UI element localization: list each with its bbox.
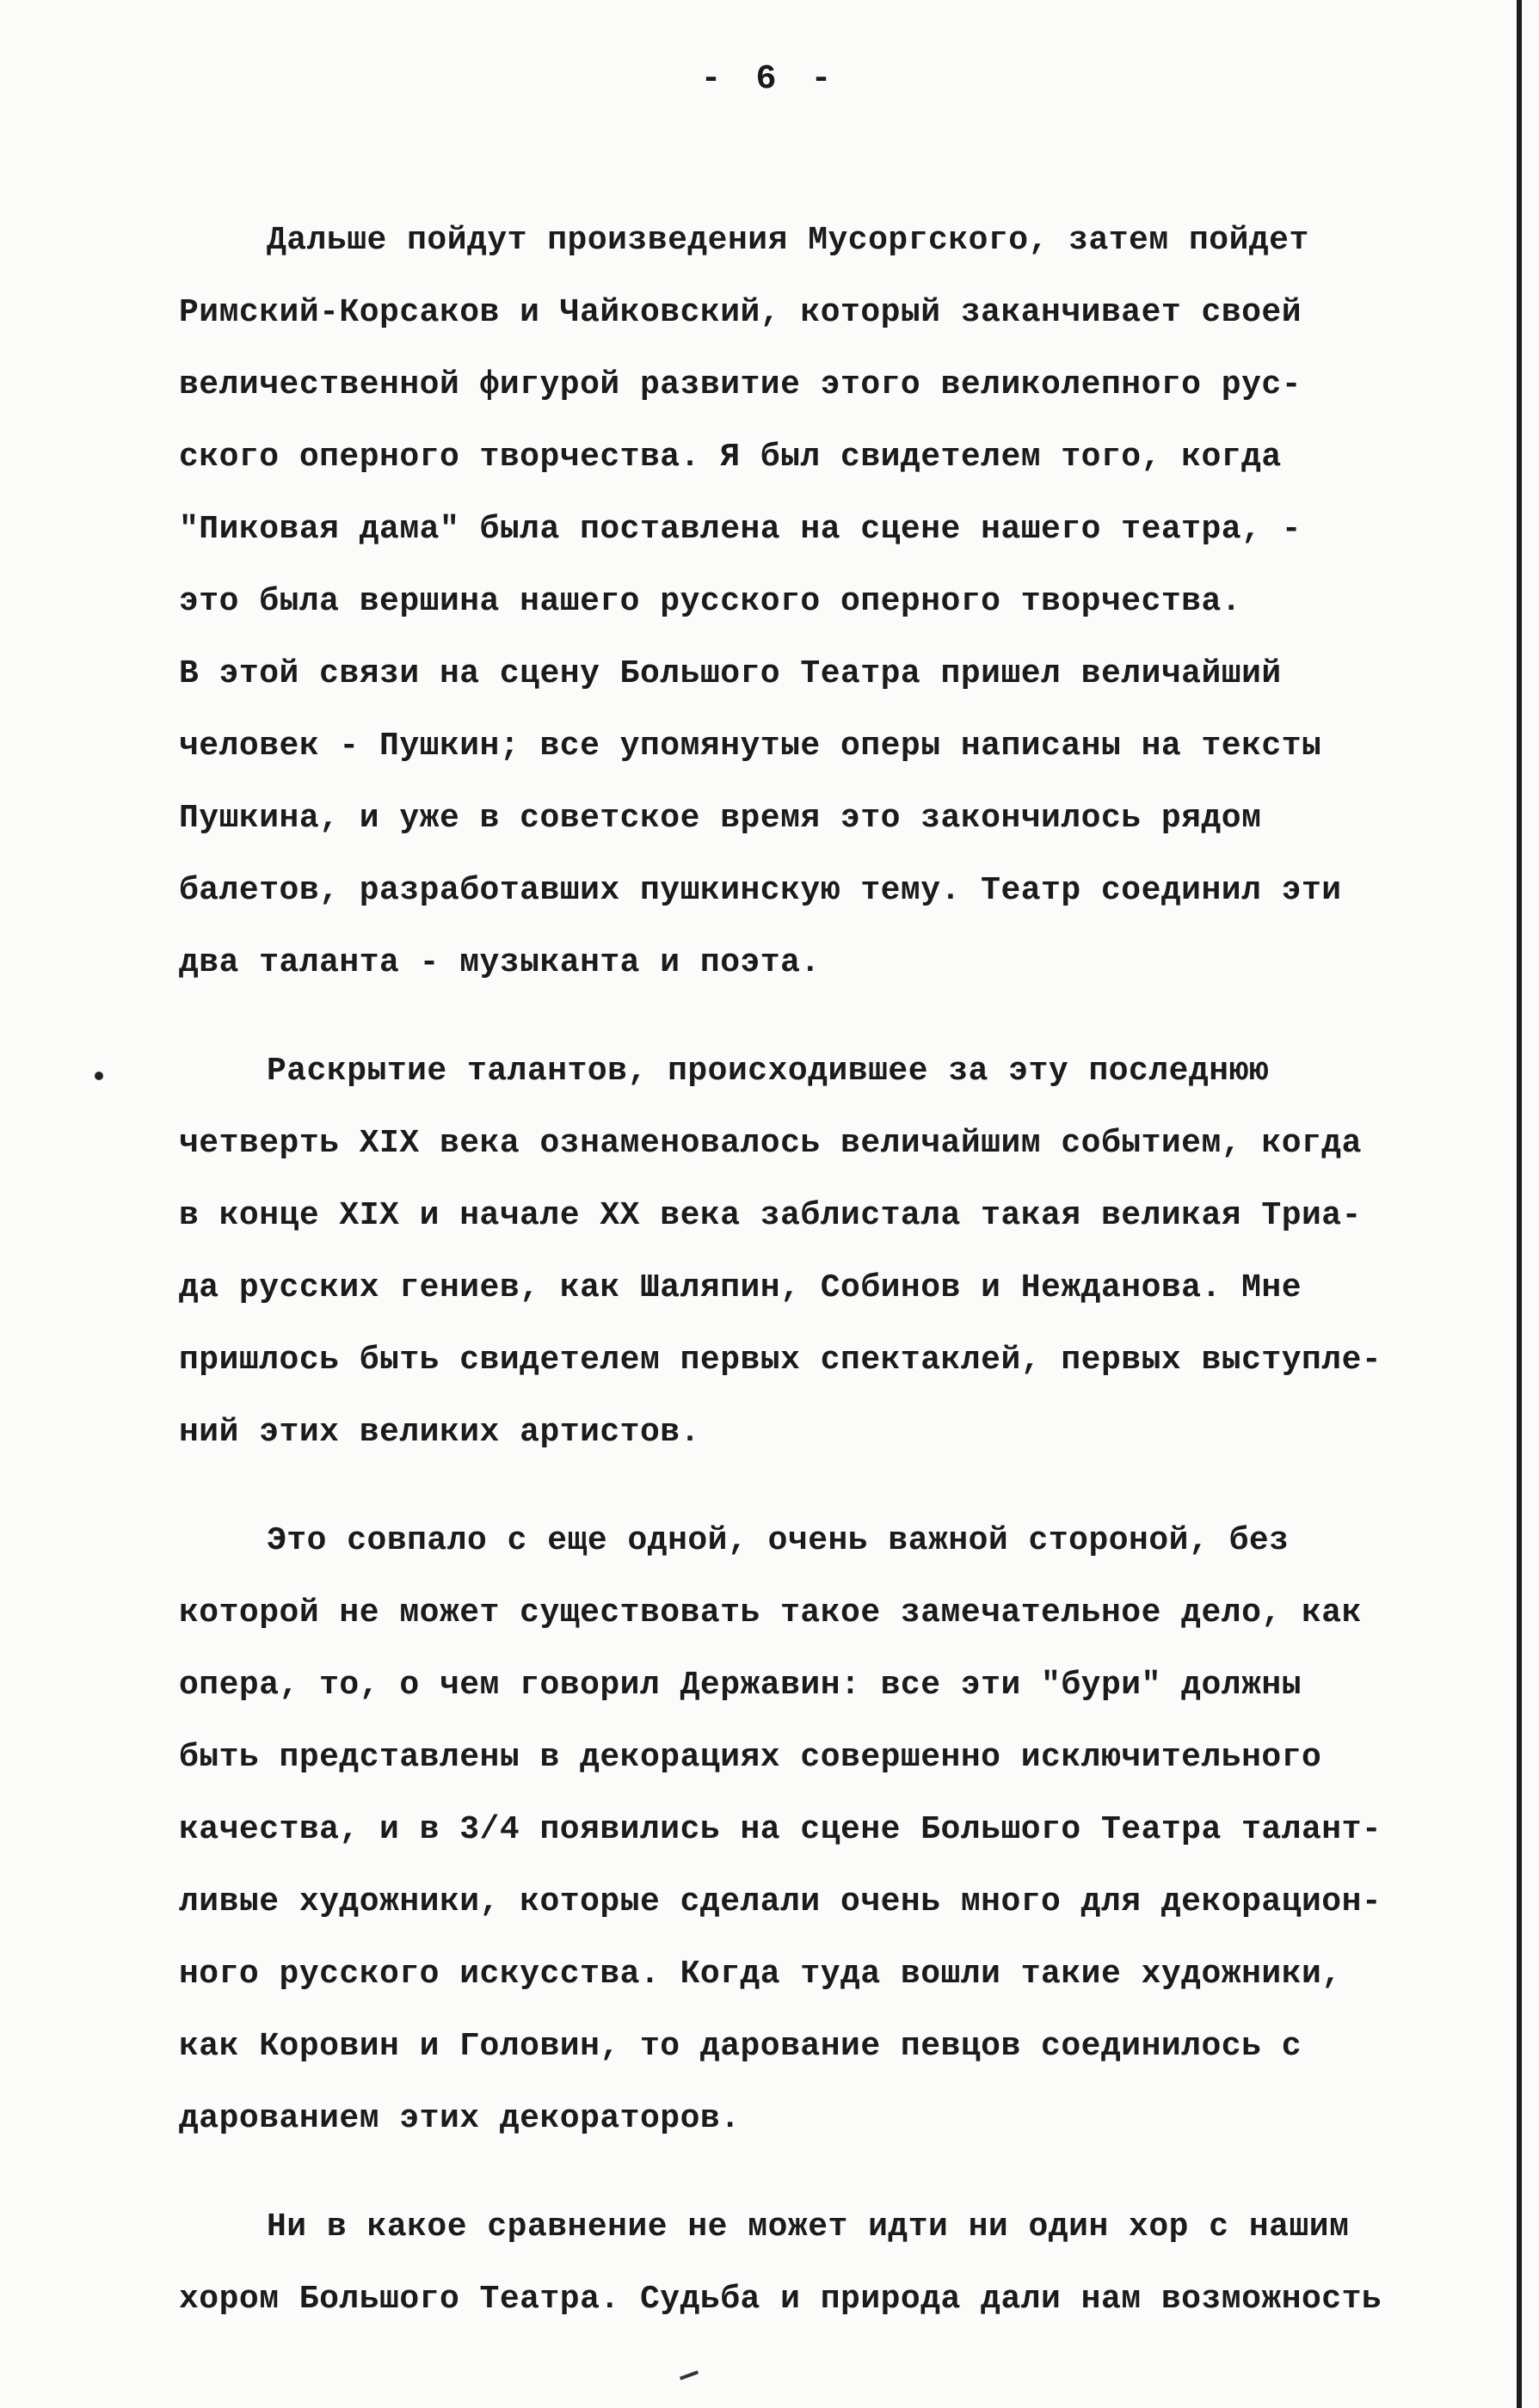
text-line: четверть XIX века ознаменовалось величайшим событием, когда — [179, 1125, 1362, 1162]
text-line: ного русского искусства. Когда туда вошли такие художники, — [179, 1956, 1342, 1993]
paragraph-gap — [179, 1469, 1487, 1505]
text-line: как Коровин и Головин, то дарование певцов соединилось с — [179, 2028, 1302, 2065]
text-line: В этой связи на сцену Большого Театра пришел величайший — [179, 655, 1282, 692]
text-line: человек - Пушкин; все упомянутые оперы написаны на тексты — [179, 728, 1322, 765]
paragraph — [179, 1035, 1487, 1469]
paragraph-gap — [179, 999, 1487, 1035]
page-edge-rule — [1517, 0, 1522, 2408]
text-line: ний этих великих артистов. — [179, 1414, 700, 1451]
paragraph — [179, 1505, 1487, 2155]
text-line: хором Большого Театра. Судьба и природа дали нам возможность — [179, 2281, 1382, 2318]
text-line: Дальше пойдут произведения Мусоргского, затем пойдет — [267, 222, 1309, 259]
body-text — [179, 205, 1487, 2336]
text-line: ского оперного творчества. Я был свидетелем того, когда — [179, 439, 1282, 476]
text-line: балетов, разработавших пушкинскую тему. Театр соединил эти — [179, 872, 1342, 909]
text-line: Это совпало с еще одной, очень важной стороной, без — [267, 1522, 1290, 1559]
text-line: да русских гениев, как Шаляпин, Собинов и Нежданова. Мне — [179, 1269, 1302, 1306]
text-line: быть представлены в декорациях совершенно исключительного — [179, 1739, 1322, 1776]
text-line: Раскрытие талантов, происходившее за эту последнюю — [267, 1053, 1270, 1090]
text-line: качества, и в 3/4 появились на сцене Большого Театра талант- — [179, 1811, 1382, 1848]
text-line: "Пиковая дама" была поставлена на сцене нашего театра, - — [179, 511, 1302, 548]
text-line: опера, то, о чем говорил Державин: все эти "бури" должны — [179, 1667, 1302, 1704]
paragraph-gap — [179, 2155, 1487, 2191]
paragraph — [179, 2191, 1487, 2336]
text-line: Ни в какое сравнение не может идти ни один хор с нашим — [267, 2208, 1350, 2245]
bottom-mark — [680, 2370, 699, 2380]
text-line: ливые художники, которые сделали очень много для декорацион- — [179, 1883, 1382, 1920]
text-line: Пушкина, и уже в советское время это закончилось рядом — [179, 800, 1262, 837]
text-line: Римский-Корсаков и Чайковский, который заканчивает своей — [179, 294, 1302, 331]
paragraph — [179, 205, 1487, 999]
text-line: пришлось быть свидетелем первых спектаклей, первых выступле- — [179, 1342, 1382, 1379]
text-line: которой не может существовать такое замечательное дело, как — [179, 1594, 1362, 1631]
text-line: в конце XIX и начале XX века заблистала такая великая Триа- — [179, 1197, 1362, 1234]
text-line: два таланта - музыканта и поэта. — [179, 944, 821, 981]
margin-mark — [95, 1072, 103, 1080]
text-line: это была вершина нашего русского оперного творчества. — [179, 583, 1242, 620]
page-number: - 6 - — [700, 60, 839, 99]
text-line: дарованием этих декораторов. — [179, 2100, 741, 2137]
text-line: величественной фигурой развитие этого великолепного рус- — [179, 366, 1302, 403]
